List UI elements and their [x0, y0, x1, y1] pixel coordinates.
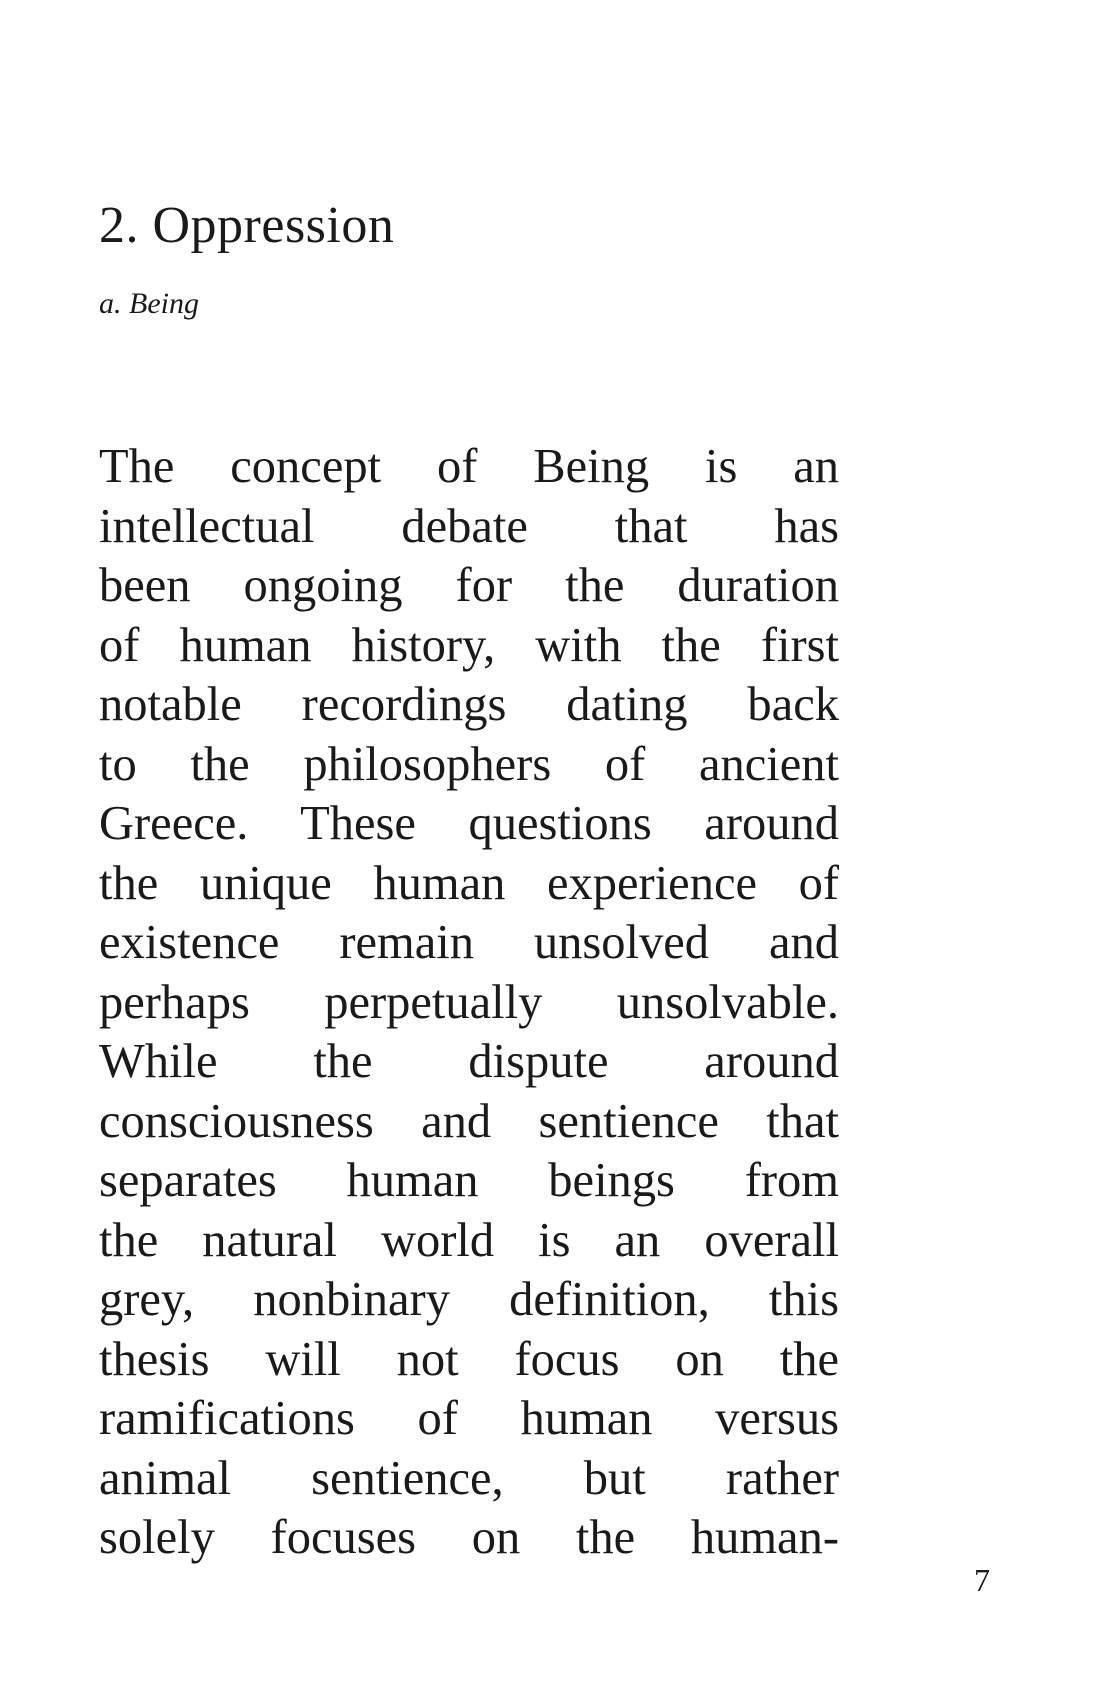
body-line: ramifications of human versus — [99, 1392, 839, 1445]
page-number: 7 — [974, 1562, 990, 1598]
section-heading: 2. Oppression — [99, 197, 395, 254]
body-line: intellectual debate that has — [99, 499, 839, 553]
body-line: the natural world is an overall — [99, 1213, 839, 1267]
body-line: consciousness and sentience that — [99, 1094, 839, 1148]
body-line: existence remain unsolved and — [99, 916, 839, 969]
body-line: While the dispute around — [99, 1035, 839, 1088]
body-line: The concept of Being is an — [99, 440, 839, 493]
body-line: the unique human experience of — [99, 856, 839, 910]
body-line: grey, nonbinary definition, this — [99, 1273, 839, 1326]
subsection-heading: a. Being — [99, 287, 199, 320]
body-line: notable recordings dating back — [99, 678, 839, 731]
body-line: animal sentience, but rather — [99, 1451, 839, 1505]
body-line: perhaps perpetually unsolvable. — [99, 975, 839, 1029]
body-line: separates human beings from — [99, 1154, 839, 1207]
body-line: of human history, with the first — [99, 618, 839, 672]
body-line: to the philosophers of ancient — [99, 737, 839, 791]
body-line: solely focuses on the human- — [99, 1511, 839, 1564]
body-paragraph — [99, 437, 839, 1568]
body-line: Greece. These questions around — [99, 797, 839, 850]
body-line: been ongoing for the duration — [99, 559, 839, 612]
body-line: thesis will not focus on the — [99, 1332, 839, 1386]
